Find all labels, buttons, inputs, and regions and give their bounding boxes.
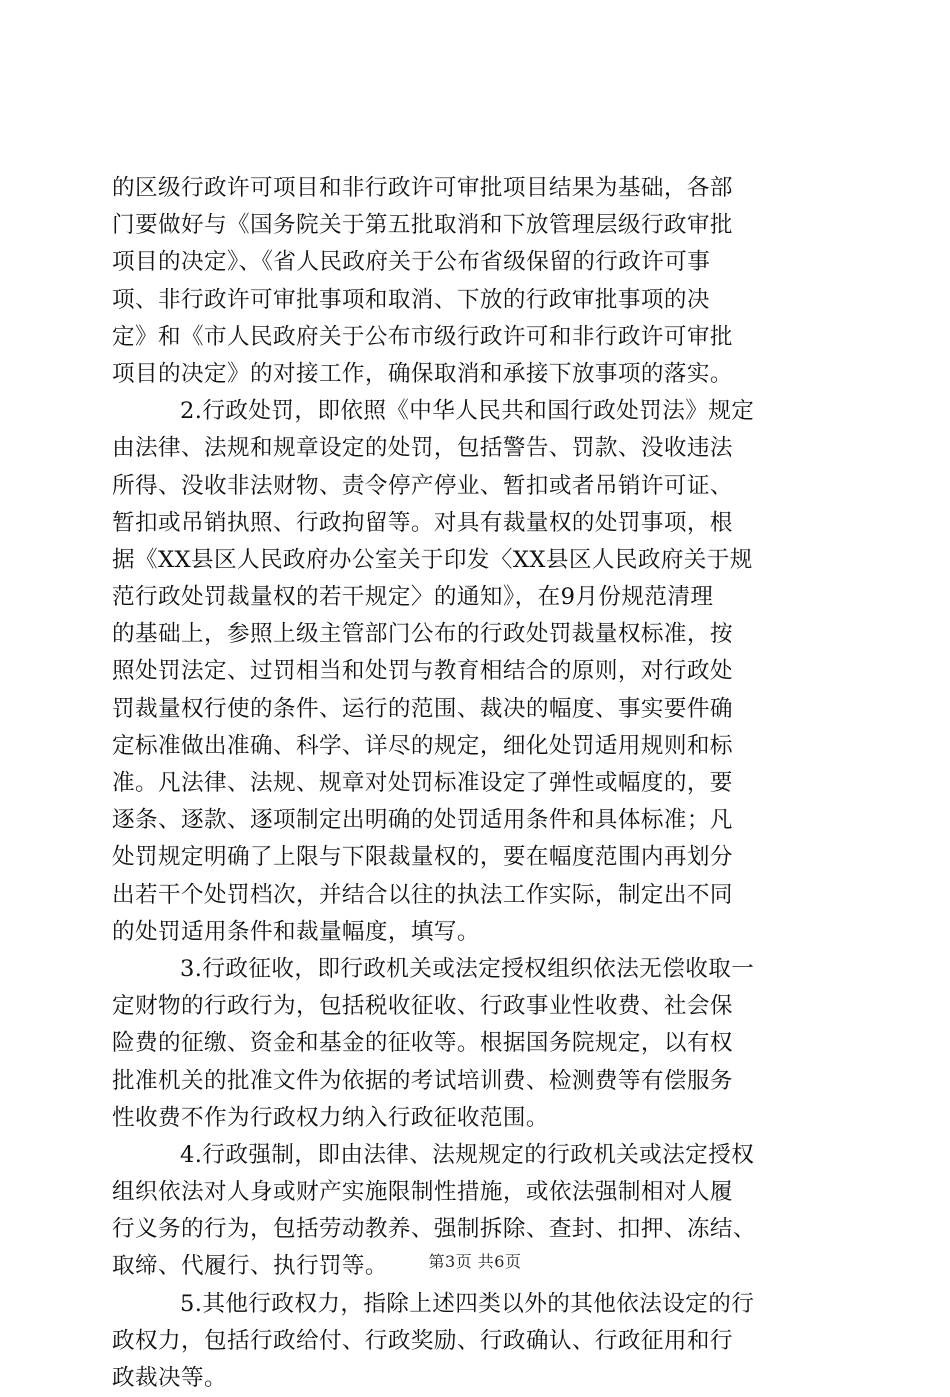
text-line: 政权力，包括行政给付、行政奖励、行政确认、行政征用和行 xyxy=(112,1327,733,1354)
text-line: 据《XX县区人民政府办公室关于印发〈XX县区人民政府关于规 xyxy=(112,546,753,573)
paragraph-3 xyxy=(112,951,834,1137)
document-body xyxy=(112,170,834,1397)
page-footer: 第3页 共6页 xyxy=(428,1252,522,1271)
text-line: 的处罚适用条件和裁量幅度，填写。 xyxy=(112,918,480,945)
text-line: 项、非行政许可审批事项和取消、下放的行政审批事项的决 xyxy=(112,286,710,313)
text-line: 3.行政征收，即行政机关或法定授权组织依法无偿收取一 xyxy=(180,955,755,982)
text-line: 的区级行政许可项目和非行政许可审批项目结果为基础，各部 xyxy=(112,175,733,201)
text-line: 项目的决定》、《省人民政府关于公布省级保留的行政许可事 xyxy=(112,249,711,276)
paragraph-5 xyxy=(112,1286,834,1397)
text-line: 定标准做出准确、科学、详尽的规定，细化处罚适用规则和标 xyxy=(112,732,733,759)
text-line: 取缔、代履行、执行罚等。 xyxy=(112,1253,388,1280)
paragraph-1 xyxy=(112,170,834,393)
paragraph-2 xyxy=(112,393,834,951)
text-line: 门要做好与《国务院关于第五批取消和下放管理层级行政审批 xyxy=(112,212,733,239)
text-line: 5.其他行政权力，指除上述四类以外的其他依法设定的行 xyxy=(180,1290,755,1317)
text-line: 性收费不作为行政权力纳入行政征收范围。 xyxy=(112,1104,549,1131)
text-line: 批准机关的批准文件为依据的考试培训费、检测费等有偿服务 xyxy=(112,1067,733,1094)
text-line: 政裁决等。 xyxy=(112,1365,227,1391)
text-line: 所得、没收非法财物、责令停产停业、暂扣或者吊销许可证、 xyxy=(112,472,733,499)
text-line: 定》和《市人民政府关于公布市级行政许可和非行政许可审批 xyxy=(112,323,733,350)
text-line: 行义务的行为，包括劳动教养、强制拆除、查封、扣押、冻结、 xyxy=(112,1216,756,1243)
text-line: 由法律、法规和规章设定的处罚，包括警告、罚款、没收违法 xyxy=(112,435,733,462)
text-line: 组织依法对人身或财产实施限制性措施，或依法强制相对人履 xyxy=(112,1179,733,1206)
text-line: 险费的征缴、资金和基金的征收等。根据国务院规定，以有权 xyxy=(112,1030,733,1057)
text-line: 范行政处罚裁量权的若干规定〉的通知》，在9月份规范清理 xyxy=(112,584,714,611)
text-line: 处罚规定明确了上限与下限裁量权的，要在幅度范围内再划分 xyxy=(112,844,733,871)
text-line: 罚裁量权行使的条件、运行的范围、裁决的幅度、事实要件确 xyxy=(112,695,733,722)
text-line: 2.行政处罚，即依照《中华人民共和国行政处罚法》规定 xyxy=(180,398,755,425)
text-line: 暂扣或吊销执照、行政拘留等。对具有裁量权的处罚事项，根 xyxy=(112,509,733,536)
text-line: 照处罚法定、过罚相当和处罚与教育相结合的原则，对行政处 xyxy=(112,658,733,685)
text-line: 的基础上，参照上级主管部门公布的行政处罚裁量权标准，按 xyxy=(112,621,733,648)
text-line: 项目的决定》的对接工作，确保取消和承接下放事项的落实。 xyxy=(112,360,733,387)
text-line: 4.行政强制，即由法律、法规规定的行政机关或法定授权 xyxy=(180,1141,755,1168)
text-line: 出若干个处罚档次，并结合以往的执法工作实际，制定出不同 xyxy=(112,881,733,908)
text-line: 逐条、逐款、逐项制定出明确的处罚适用条件和具体标准；凡 xyxy=(112,807,733,834)
text-line: 定财物的行政行为，包括税收征收、行政事业性收费、社会保 xyxy=(112,993,733,1020)
text-line: 准。凡法律、法规、规章对处罚标准设定了弹性或幅度的，要 xyxy=(112,770,733,796)
